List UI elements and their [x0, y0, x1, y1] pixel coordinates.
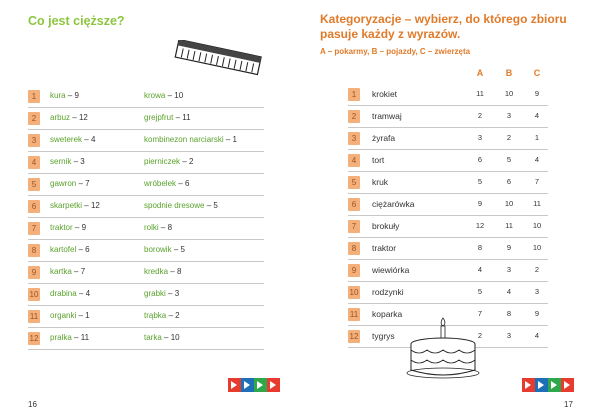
- word: kruk: [372, 177, 389, 187]
- word: kura: [50, 91, 66, 100]
- value: 6: [184, 179, 190, 188]
- dash: –: [78, 289, 84, 298]
- dash: –: [73, 157, 79, 166]
- value-b: 9: [506, 243, 512, 252]
- value: 10: [174, 91, 184, 100]
- value-b: 3: [506, 265, 512, 274]
- value: 1: [85, 311, 90, 320]
- dash: –: [175, 113, 181, 122]
- value-b: 6: [506, 177, 512, 186]
- dash: –: [164, 333, 169, 342]
- value-c: 10: [532, 221, 542, 230]
- list-item: [28, 240, 264, 262]
- column-header-a: A: [476, 68, 484, 78]
- item-number-badge: 4: [348, 154, 360, 167]
- word-pair-first: [50, 311, 90, 320]
- value-c: 11: [533, 199, 541, 208]
- table-row: [348, 260, 548, 282]
- dash: –: [206, 201, 212, 210]
- value-a: 5: [477, 177, 483, 186]
- value-a: 2: [477, 331, 483, 340]
- dash: –: [173, 245, 179, 254]
- list-item: [28, 152, 264, 174]
- word-pair-first: [50, 333, 89, 342]
- value-b: 10: [504, 199, 514, 208]
- value-c: 9: [534, 89, 540, 98]
- word-pair-second: [144, 91, 183, 100]
- word: grejpfrut: [144, 113, 174, 122]
- value-a: 12: [475, 221, 485, 230]
- word: sernik: [50, 157, 72, 166]
- dash: –: [170, 267, 175, 276]
- value: 9: [81, 223, 87, 232]
- word: kombinezon narciarski: [144, 135, 224, 144]
- dash: –: [78, 245, 83, 254]
- word-pair-second: [144, 113, 191, 122]
- category-legend: A – pokarmy, B – pojazdy, C – zwierzęta: [320, 47, 471, 56]
- word: skarpetki: [50, 201, 83, 210]
- dash: –: [78, 311, 83, 320]
- item-number-badge: 7: [348, 220, 360, 233]
- word: tarka: [144, 333, 162, 342]
- list-item: [28, 108, 264, 130]
- dash: –: [74, 333, 79, 342]
- value: 2: [188, 157, 194, 166]
- word: traktor: [372, 243, 397, 253]
- dash: –: [168, 289, 173, 298]
- column-header-c: C: [533, 68, 541, 78]
- dash: –: [182, 157, 187, 166]
- value: 11: [80, 333, 90, 342]
- harmonica-icon: [172, 40, 264, 76]
- word: arbuz: [50, 113, 71, 122]
- table-row: [348, 282, 548, 304]
- table-row: [348, 194, 548, 216]
- word: tort: [372, 155, 385, 165]
- dash: –: [78, 179, 83, 188]
- item-number-badge: 2: [348, 110, 360, 123]
- value-b: 3: [506, 331, 512, 340]
- word-pair-second: [144, 267, 181, 276]
- value-b: 3: [506, 111, 512, 120]
- value: 5: [213, 201, 218, 210]
- value: 1: [232, 135, 237, 144]
- word: ciężarówka: [372, 199, 415, 209]
- dash: –: [167, 91, 173, 100]
- dash: –: [160, 223, 166, 232]
- value-a: 9: [477, 199, 483, 208]
- table-row: [348, 84, 548, 106]
- value-c: 4: [534, 155, 540, 164]
- table-row: [348, 238, 548, 260]
- word-pair-second: [144, 223, 172, 232]
- list-item: [28, 262, 264, 284]
- dash: –: [74, 223, 80, 232]
- value: 5: [180, 245, 185, 254]
- item-number-badge: 4: [28, 156, 40, 169]
- row-divider: [28, 349, 264, 350]
- value-b: 11: [505, 221, 513, 230]
- word: tygrys: [372, 331, 395, 341]
- dash: –: [84, 201, 89, 210]
- value: 9: [74, 91, 79, 100]
- table-row: [348, 128, 548, 150]
- value-a: 3: [477, 133, 483, 142]
- word: sweterek: [50, 135, 83, 144]
- dash: –: [84, 135, 89, 144]
- value: 8: [167, 223, 173, 232]
- word-pair-first: [50, 201, 100, 210]
- item-number-badge: 11: [29, 312, 39, 321]
- item-number-badge: 9: [28, 266, 40, 279]
- value-c: 7: [534, 177, 540, 186]
- item-number-badge: 9: [348, 264, 360, 277]
- word: rodzynki: [372, 287, 404, 297]
- value-b: 10: [504, 89, 514, 98]
- word: drabina: [50, 289, 77, 298]
- word-pair-first: [50, 157, 85, 166]
- word: trąbka: [144, 311, 167, 320]
- value: 12: [78, 113, 88, 122]
- value: 7: [80, 267, 86, 276]
- list-item: [28, 130, 264, 152]
- value: 4: [90, 135, 96, 144]
- left-page-title: Co jest cięższe?: [28, 14, 125, 28]
- item-number-badge: 3: [348, 132, 360, 145]
- value-a: 6: [477, 155, 483, 164]
- item-number-badge: 6: [348, 198, 360, 211]
- value-c: 9: [534, 309, 540, 318]
- table-row: [348, 216, 548, 238]
- list-item: [28, 196, 264, 218]
- value-c: 1: [534, 133, 540, 142]
- word-pair-second: [144, 201, 218, 210]
- value-c: 4: [534, 111, 540, 120]
- dash: –: [74, 267, 79, 276]
- word: pierniczek: [144, 157, 181, 166]
- item-number-badge: 1: [348, 88, 360, 101]
- value: 10: [170, 333, 180, 342]
- value: 12: [90, 201, 100, 210]
- value: 6: [85, 245, 90, 254]
- list-item: [28, 284, 264, 306]
- value-a: 7: [477, 309, 483, 318]
- table-row: [348, 150, 548, 172]
- word-pair-second: [144, 245, 185, 254]
- value-b: 2: [506, 133, 512, 142]
- item-number-badge: 12: [349, 332, 359, 341]
- page-number-right: 17: [564, 400, 573, 409]
- item-number-badge: 2: [28, 112, 40, 125]
- dash: –: [168, 311, 173, 320]
- value: 4: [85, 289, 91, 298]
- word: rolki: [144, 223, 159, 232]
- word: żyrafa: [372, 133, 396, 143]
- word: traktor: [50, 223, 73, 232]
- item-number-badge: 11: [349, 310, 359, 319]
- word-pair-second: [144, 333, 180, 342]
- word-pair-second: [144, 179, 189, 188]
- value-b: 4: [506, 287, 512, 296]
- list-item: [28, 86, 264, 108]
- item-number-badge: 8: [28, 244, 40, 257]
- list-item: [28, 174, 264, 196]
- value-b: 5: [506, 155, 512, 164]
- item-number-badge: 6: [28, 200, 40, 213]
- word-pair-first: [50, 223, 86, 232]
- word: wiewiórka: [372, 265, 410, 275]
- dash: –: [178, 179, 183, 188]
- word-pair-first: [50, 289, 90, 298]
- value: 8: [176, 267, 182, 276]
- word-pair-first: [50, 135, 95, 144]
- item-number-badge: 10: [349, 288, 359, 297]
- word: pralka: [50, 333, 72, 342]
- value: 11: [182, 113, 191, 122]
- right-page: [300, 0, 600, 420]
- dash: –: [225, 135, 231, 144]
- word: kredka: [144, 267, 169, 276]
- word: gawron: [50, 179, 77, 188]
- value-c: 10: [532, 243, 542, 252]
- item-number-badge: 5: [28, 178, 40, 191]
- word: kartofel: [50, 245, 77, 254]
- page-number-left: 16: [28, 400, 37, 409]
- word: grabki: [144, 289, 166, 298]
- word: tramwaj: [372, 111, 402, 121]
- word-pair-first: [50, 245, 90, 254]
- word-pair-first: [50, 267, 85, 276]
- word-pair-second: [144, 135, 237, 144]
- word: organki: [50, 311, 77, 320]
- value-c: 2: [534, 265, 540, 274]
- word-pair-first: [50, 91, 79, 100]
- value-a: 2: [477, 111, 483, 120]
- value-a: 8: [477, 243, 483, 252]
- value-a: 4: [477, 265, 483, 274]
- value-c: 4: [534, 331, 540, 340]
- value: 3: [80, 157, 85, 166]
- word-pair-second: [144, 311, 180, 320]
- word: wróbelek: [144, 179, 177, 188]
- value: 3: [174, 289, 180, 298]
- word-pair-second: [144, 289, 179, 298]
- item-number-badge: 3: [28, 134, 40, 147]
- item-number-badge: 7: [28, 222, 40, 235]
- word: brokuły: [372, 221, 400, 231]
- item-number-badge: 12: [29, 334, 39, 343]
- table-row: [348, 106, 548, 128]
- publisher-logo-icon: [522, 378, 574, 392]
- word-pair-second: [144, 157, 193, 166]
- word: kartka: [50, 267, 72, 276]
- word: spodnie dresowe: [144, 201, 205, 210]
- word: borowik: [144, 245, 172, 254]
- column-header-b: B: [505, 68, 513, 78]
- dash: –: [67, 91, 73, 100]
- value-a: 11: [476, 89, 484, 98]
- item-number-badge: 1: [28, 90, 40, 103]
- list-item: [28, 218, 264, 240]
- value: 7: [85, 179, 90, 188]
- word-pair-first: [50, 113, 88, 122]
- word: krowa: [144, 91, 166, 100]
- item-number-badge: 5: [348, 176, 360, 189]
- publisher-logo-icon: [228, 378, 280, 392]
- list-item: [28, 306, 264, 328]
- list-item: [28, 328, 264, 350]
- item-number-badge: 10: [29, 290, 39, 299]
- word: koparka: [372, 309, 403, 319]
- item-number-badge: 8: [348, 242, 360, 255]
- value-c: 3: [534, 287, 540, 296]
- value: 2: [175, 311, 180, 320]
- table-row: [348, 172, 548, 194]
- value-b: 8: [506, 309, 512, 318]
- dash: –: [72, 113, 77, 122]
- value-a: 5: [477, 287, 483, 296]
- right-page-title: Kategoryzacje – wybierz, do którego zbioru pasuje każdy z wyrazów.: [320, 12, 567, 41]
- birthday-cake-icon: [405, 316, 485, 380]
- word: krokiet: [372, 89, 398, 99]
- word-pair-first: [50, 179, 90, 188]
